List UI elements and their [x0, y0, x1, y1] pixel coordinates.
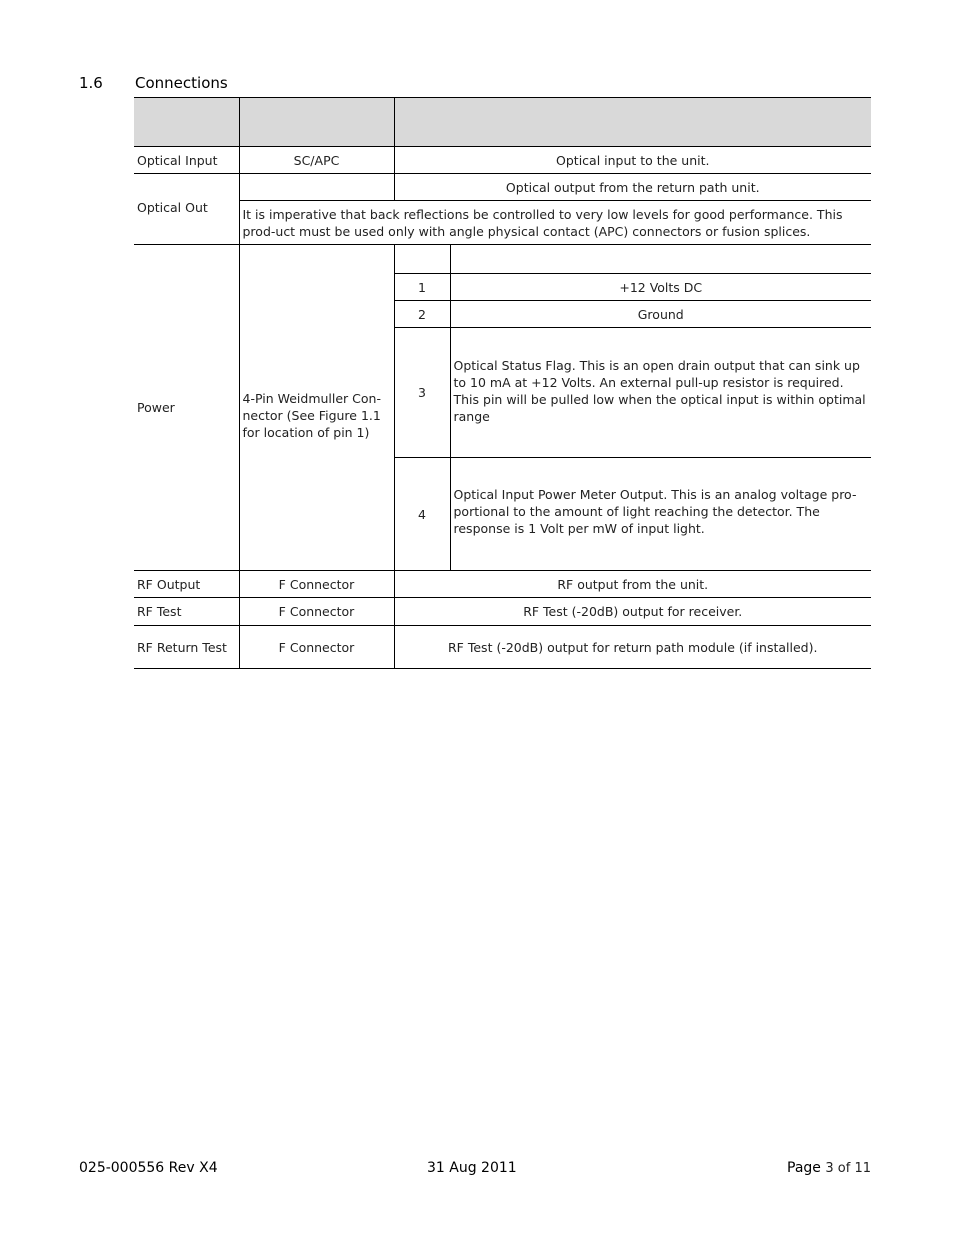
header-cell: [134, 98, 239, 147]
connection-name: RF Return Test: [134, 626, 239, 669]
connection-description: RF output from the unit.: [394, 571, 871, 598]
connection-description: Optical input to the unit.: [394, 147, 871, 174]
footer-page-label: Page: [787, 1160, 821, 1176]
table-row: [134, 147, 871, 174]
header-cell: [394, 98, 871, 147]
connection-name: RF Output: [134, 571, 239, 598]
connector-type: F Connector: [239, 571, 394, 598]
footer-page-number: 3 of 11: [825, 1161, 871, 1176]
table-header-row: [134, 98, 871, 147]
section-title: Connections: [135, 74, 228, 92]
connection-description: Optical output from the return path unit.: [394, 174, 871, 201]
connection-description: RF Test (-20dB) output for return path module (if installed).: [394, 626, 871, 669]
pin-number: 2: [394, 301, 450, 328]
connector-type: SC/APC: [239, 147, 394, 174]
table-row: [134, 201, 871, 245]
connection-description: RF Test (-20dB) output for receiver.: [394, 598, 871, 626]
pin-function: Optical Input Power Meter Output. This is an analog voltage pro-portional to the amount of light reaching the detector. The response is 1 Volt per mW of input light.: [450, 458, 871, 571]
table-row: [134, 174, 871, 201]
table-row: [134, 626, 871, 669]
connection-name: Power: [134, 245, 239, 571]
connector-type: F Connector: [239, 626, 394, 669]
section-heading: [79, 74, 228, 92]
pin-function: Optical Status Flag. This is an open drain output that can sink up to 10 mA at +12 Volts. An external pull-up resistor is required. This pin will be pulled low when the optical input is within optimal range: [450, 328, 871, 458]
pin-header-cell: [450, 245, 871, 274]
table-row: [134, 598, 871, 626]
footer-date: 31 Aug 2011: [427, 1160, 517, 1176]
connections-table: [134, 97, 871, 669]
connector-type: [239, 174, 394, 201]
header-cell: [239, 98, 394, 147]
connector-type: 4-Pin Weidmuller Con-nector (See Figure 1.1 for location of pin 1): [239, 245, 394, 571]
footer-page: [787, 1160, 871, 1176]
pin-number: 3: [394, 328, 450, 458]
connection-note: It is imperative that back reflections be controlled to very low levels for good performance. This prod-uct must be used only with angle physical contact (APC) connectors or fusion splices.: [239, 201, 871, 245]
connection-name: RF Test: [134, 598, 239, 626]
pin-number: 4: [394, 458, 450, 571]
table-row: [134, 571, 871, 598]
footer-doc-number: 025-000556 Rev X4: [79, 1160, 218, 1176]
table-row: [134, 245, 871, 274]
connection-name: Optical Out: [134, 174, 239, 245]
section-number: 1.6: [79, 74, 103, 92]
pin-function: +12 Volts DC: [450, 274, 871, 301]
pin-header-cell: [394, 245, 450, 274]
connector-type: F Connector: [239, 598, 394, 626]
pin-number: 1: [394, 274, 450, 301]
pin-function: Ground: [450, 301, 871, 328]
connection-name: Optical Input: [134, 147, 239, 174]
